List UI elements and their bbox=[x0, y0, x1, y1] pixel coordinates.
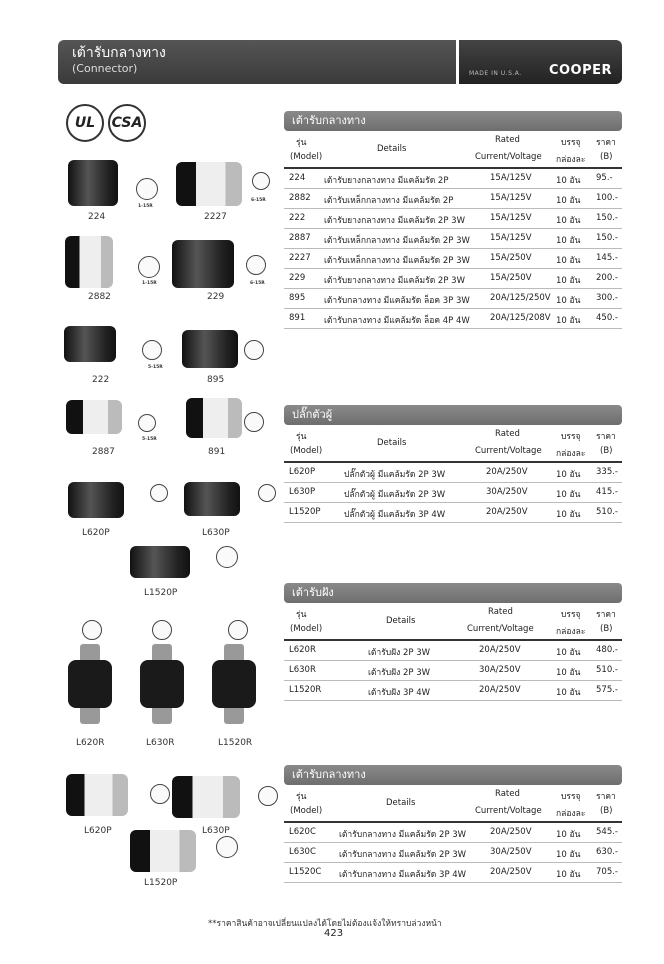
col-details: Details bbox=[377, 144, 407, 154]
section-title: เต้ารับกลางทาง bbox=[284, 765, 622, 785]
outlet-face-icon bbox=[138, 256, 160, 278]
section-flush-receptacles bbox=[284, 583, 622, 701]
col-model-th: รุ่น bbox=[296, 138, 307, 148]
table-row: L620P ปลั๊กตัวผู้ มีแคล้มรัด 2P 3W 20A/250V 10 อัน 335.- bbox=[284, 463, 622, 483]
section-title: เต้ารับฝัง bbox=[284, 583, 622, 603]
label-229: 229 bbox=[207, 292, 225, 302]
plug-l630p-image bbox=[184, 482, 240, 516]
price-disclaimer: **ราคาสินค้าอาจเปลี่ยนแปลงได้โดยไม่ต้องแจ้งให้ทราบล่วงหน้า bbox=[208, 919, 442, 929]
section-connectors bbox=[284, 111, 622, 329]
section-male-plugs bbox=[284, 405, 622, 523]
col-price-2: (B) bbox=[600, 152, 613, 162]
brand-logo: COOPER bbox=[548, 63, 612, 78]
table-header: รุ่น (Model) Details Rated Current/Voltage บรรจุ กล่องละ ราคา (B) bbox=[290, 607, 616, 637]
section-title: เต้ารับกลางทาง bbox=[284, 111, 622, 131]
outlet-face-icon bbox=[258, 786, 278, 806]
connector-891-image bbox=[186, 398, 242, 438]
table-header bbox=[284, 131, 622, 167]
table-row: L630C เต้ารับกลางทาง มีแคล้มรัด 2P 3W 30A/250V 10 อัน 630.- bbox=[284, 843, 622, 863]
connector-l630c-image bbox=[172, 776, 240, 818]
receptacle-l620r-image bbox=[68, 660, 112, 708]
col-price: ราคา bbox=[596, 138, 616, 148]
table-row: 224 เต้ารับยางกลางทาง มีแคล้มรัด 2P 15A/125V 10 อัน 95.- bbox=[284, 169, 622, 189]
label-2887: 2887 bbox=[92, 447, 115, 457]
table-header: รุ่น (Model) Details Rated Current/Voltage บรรจุ กล่องละ ราคา (B) bbox=[290, 429, 616, 459]
table-row: L1520P ปลั๊กตัวผู้ มีแคล้มรัด 3P 4W 20A/250V 10 อัน 510.- bbox=[284, 503, 622, 523]
connector-l620c-image bbox=[66, 774, 128, 816]
section-title: ปลั๊กตัวผู้ bbox=[284, 405, 622, 425]
label-222: 222 bbox=[92, 375, 110, 385]
col-pack-2: กล่องละ bbox=[556, 155, 586, 165]
header-title-block bbox=[58, 40, 456, 84]
label-l620r: L620R bbox=[76, 738, 105, 748]
label-891: 891 bbox=[208, 447, 226, 457]
table-row: 2227 เต้ารับเหล็กกลางทาง มีแคล้มรัด 2P 3W 15A/250V 10 อัน 145.- bbox=[284, 249, 622, 269]
outlet-face-icon bbox=[244, 412, 264, 432]
header-subtitle: (Connector) bbox=[72, 62, 138, 75]
table-row: L630P ปลั๊กตัวผู้ มีแคล้มรัด 2P 3W 30A/250V 10 อัน 415.- bbox=[284, 483, 622, 503]
page-number: 423 bbox=[324, 928, 344, 939]
page-header bbox=[58, 40, 622, 84]
connector-l1520c-image bbox=[130, 830, 196, 872]
table-row: L630R เต้ารับฝัง 2P 3W 30A/250V 10 อัน 510.- bbox=[284, 661, 622, 681]
connector-2887-image bbox=[66, 400, 122, 434]
outlet-face-icon bbox=[150, 784, 170, 804]
outlet-face-icon bbox=[152, 620, 172, 640]
label-l620p: L620P bbox=[82, 528, 110, 538]
table-row: L620C เต้ารับกลางทาง มีแคล้มรัด 2P 3W 20A/250V 10 อัน 545.- bbox=[284, 823, 622, 843]
table-row: 891 เต้ารับกลางทาง มีแคล้มรัด ล็อค 4P 4W 20A/125/208V 10 อัน 450.- bbox=[284, 309, 622, 329]
outlet-face-icon bbox=[82, 620, 102, 640]
outlet-face-icon bbox=[228, 620, 248, 640]
table-row: 222 เต้ารับยางกลางทาง มีแคล้มรัด 2P 3W 15A/125V 10 อัน 150.- bbox=[284, 209, 622, 229]
receptacle-l1520r-image bbox=[212, 660, 256, 708]
table-body bbox=[284, 169, 622, 329]
outlet-face-icon bbox=[216, 836, 238, 858]
plug-l1520p-image bbox=[130, 546, 190, 578]
plug-l620p-image bbox=[68, 482, 124, 518]
connector-224-image bbox=[68, 160, 118, 206]
label-224: 224 bbox=[88, 212, 106, 222]
col-pack: บรรจุ bbox=[561, 138, 581, 148]
csa-logo: CSA bbox=[108, 104, 146, 142]
label-l1520r: L1520R bbox=[218, 738, 253, 748]
outlet-face-icon bbox=[244, 340, 264, 360]
connector-895-image bbox=[182, 330, 238, 368]
label-2882: 2882 bbox=[88, 292, 111, 302]
outlet-face-icon bbox=[252, 172, 270, 190]
brand-block bbox=[459, 40, 622, 84]
label-l620c: L620P bbox=[84, 826, 112, 836]
plug-face-icon bbox=[258, 484, 276, 502]
table-row: L1520C เต้ารับกลางทาง มีแคล้มรัด 3P 4W 20A/250V 10 อัน 705.- bbox=[284, 863, 622, 883]
label-l1520p: L1520P bbox=[144, 588, 178, 598]
label-895: 895 bbox=[207, 375, 225, 385]
outlet-face-icon bbox=[246, 255, 266, 275]
made-in-label: MADE IN U.S.A. bbox=[469, 70, 522, 77]
table-row: 229 เต้ารับยางกลางทาง มีแคล้มรัด 2P 3W 15A/250V 10 อัน 200.- bbox=[284, 269, 622, 289]
table-row: 2887 เต้ารับเหล็กกลางทาง มีแคล้มรัด 2P 3W 15A/125V 10 อัน 150.- bbox=[284, 229, 622, 249]
table-row: 895 เต้ารับกลางทาง มีแคล้มรัด ล็อค 3P 3W 20A/125/250V 10 อัน 300.- bbox=[284, 289, 622, 309]
plug-face-icon bbox=[150, 484, 168, 502]
table-row: 2882 เต้ารับเหล็กกลางทาง มีแคล้มรัด 2P 15A/125V 10 อัน 100.- bbox=[284, 189, 622, 209]
ul-logo: UL bbox=[66, 104, 104, 142]
table-row: L620R เต้ารับฝัง 2P 3W 20A/250V 10 อัน 480.- bbox=[284, 641, 622, 661]
col-rated: Rated bbox=[495, 135, 520, 145]
col-model: (Model) bbox=[290, 152, 323, 162]
label-l630r: L630R bbox=[146, 738, 175, 748]
connector-229-image bbox=[172, 240, 234, 288]
table-header: รุ่น (Model) Details Rated Current/Voltage บรรจุ กล่องละ ราคา (B) bbox=[290, 789, 616, 819]
col-rated-2: Current/Voltage bbox=[475, 152, 542, 162]
receptacle-l630r-image bbox=[140, 660, 184, 708]
connector-222-image bbox=[64, 326, 116, 362]
section-locking-connectors bbox=[284, 765, 622, 883]
plug-face-icon bbox=[216, 546, 238, 568]
header-title: เต้ารับกลางทาง bbox=[72, 45, 166, 61]
connector-2227-image bbox=[176, 162, 242, 206]
label-l630p: L630P bbox=[202, 528, 230, 538]
table-row: L1520R เต้ารับฝัง 3P 4W 20A/250V 10 อัน 575.- bbox=[284, 681, 622, 701]
outlet-face-icon bbox=[142, 340, 162, 360]
connector-2882-image bbox=[65, 236, 113, 288]
label-2227: 2227 bbox=[204, 212, 227, 222]
outlet-face-icon bbox=[138, 414, 156, 432]
outlet-face-icon bbox=[136, 178, 158, 200]
label-l630c: L630P bbox=[202, 826, 230, 836]
label-l1520c: L1520P bbox=[144, 878, 178, 888]
